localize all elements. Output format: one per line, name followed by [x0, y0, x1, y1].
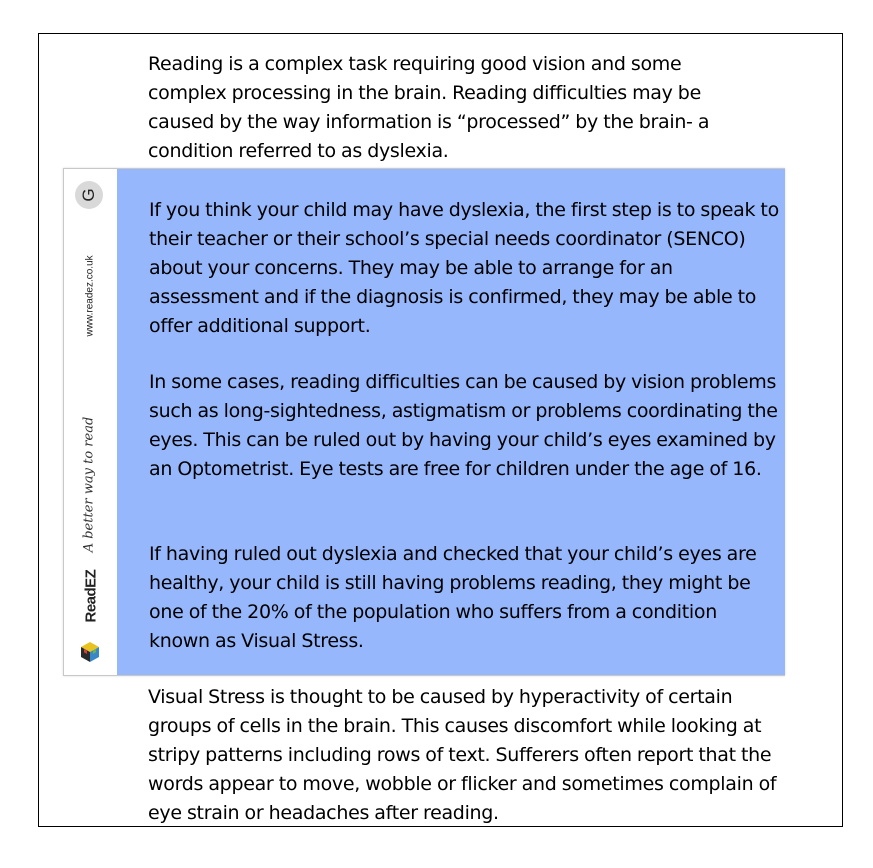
dyslexia-paragraph: If you think your child may have dyslexia, the first step is to speak to their teacher or their school’s special needs coordinator (SENCO) about your concerns. They may be able to arrange for an assessment and if the diagnosis is confirmed, they may be able to offer additional support. [149, 199, 779, 337]
brand-name: ReadEZ [82, 569, 100, 623]
readez-logo-icon [80, 641, 100, 663]
g-badge-letter: G [79, 188, 98, 202]
outro-paragraph: Visual Stress is thought to be caused by hyperactivity of certain groups of cells in the brain. This causes discomfort while looking at stripy patterns including rows of text. Sufferers often report that the words appear to move, wobble or flicker and sometimes complain of eye strain or headaches after reading. [148, 686, 777, 824]
tagline: A better way to read [81, 416, 97, 553]
brand-strip [64, 169, 116, 675]
readez-overlay[interactable] [63, 168, 785, 676]
vision-paragraph: In some cases, reading difficulties can be caused by vision problems such as long-sightedness, astigmatism or problems coordinating the eyes. This can be ruled out by having your child’s eyes examined by an Optometrist. Eye tests are free for children under the age of 16. [149, 371, 778, 480]
visual-stress-paragraph: If having ruled out dyslexia and checked that your child’s eyes are healthy, your child is still having problems reading, they might be one of the 20% of the population who suffers from a condition known as Visual Stress. [149, 543, 757, 652]
tinted-reading-panel [117, 169, 785, 675]
g-badge-icon[interactable] [75, 181, 103, 209]
intro-paragraph: Reading is a complex task requiring good vision and some complex processing in the brain. Reading difficulties may be caused by the way information is “processed” by the brain- a condition referred to as dyslexia. [148, 53, 710, 162]
site-url: www.readez.co.uk [84, 255, 96, 337]
